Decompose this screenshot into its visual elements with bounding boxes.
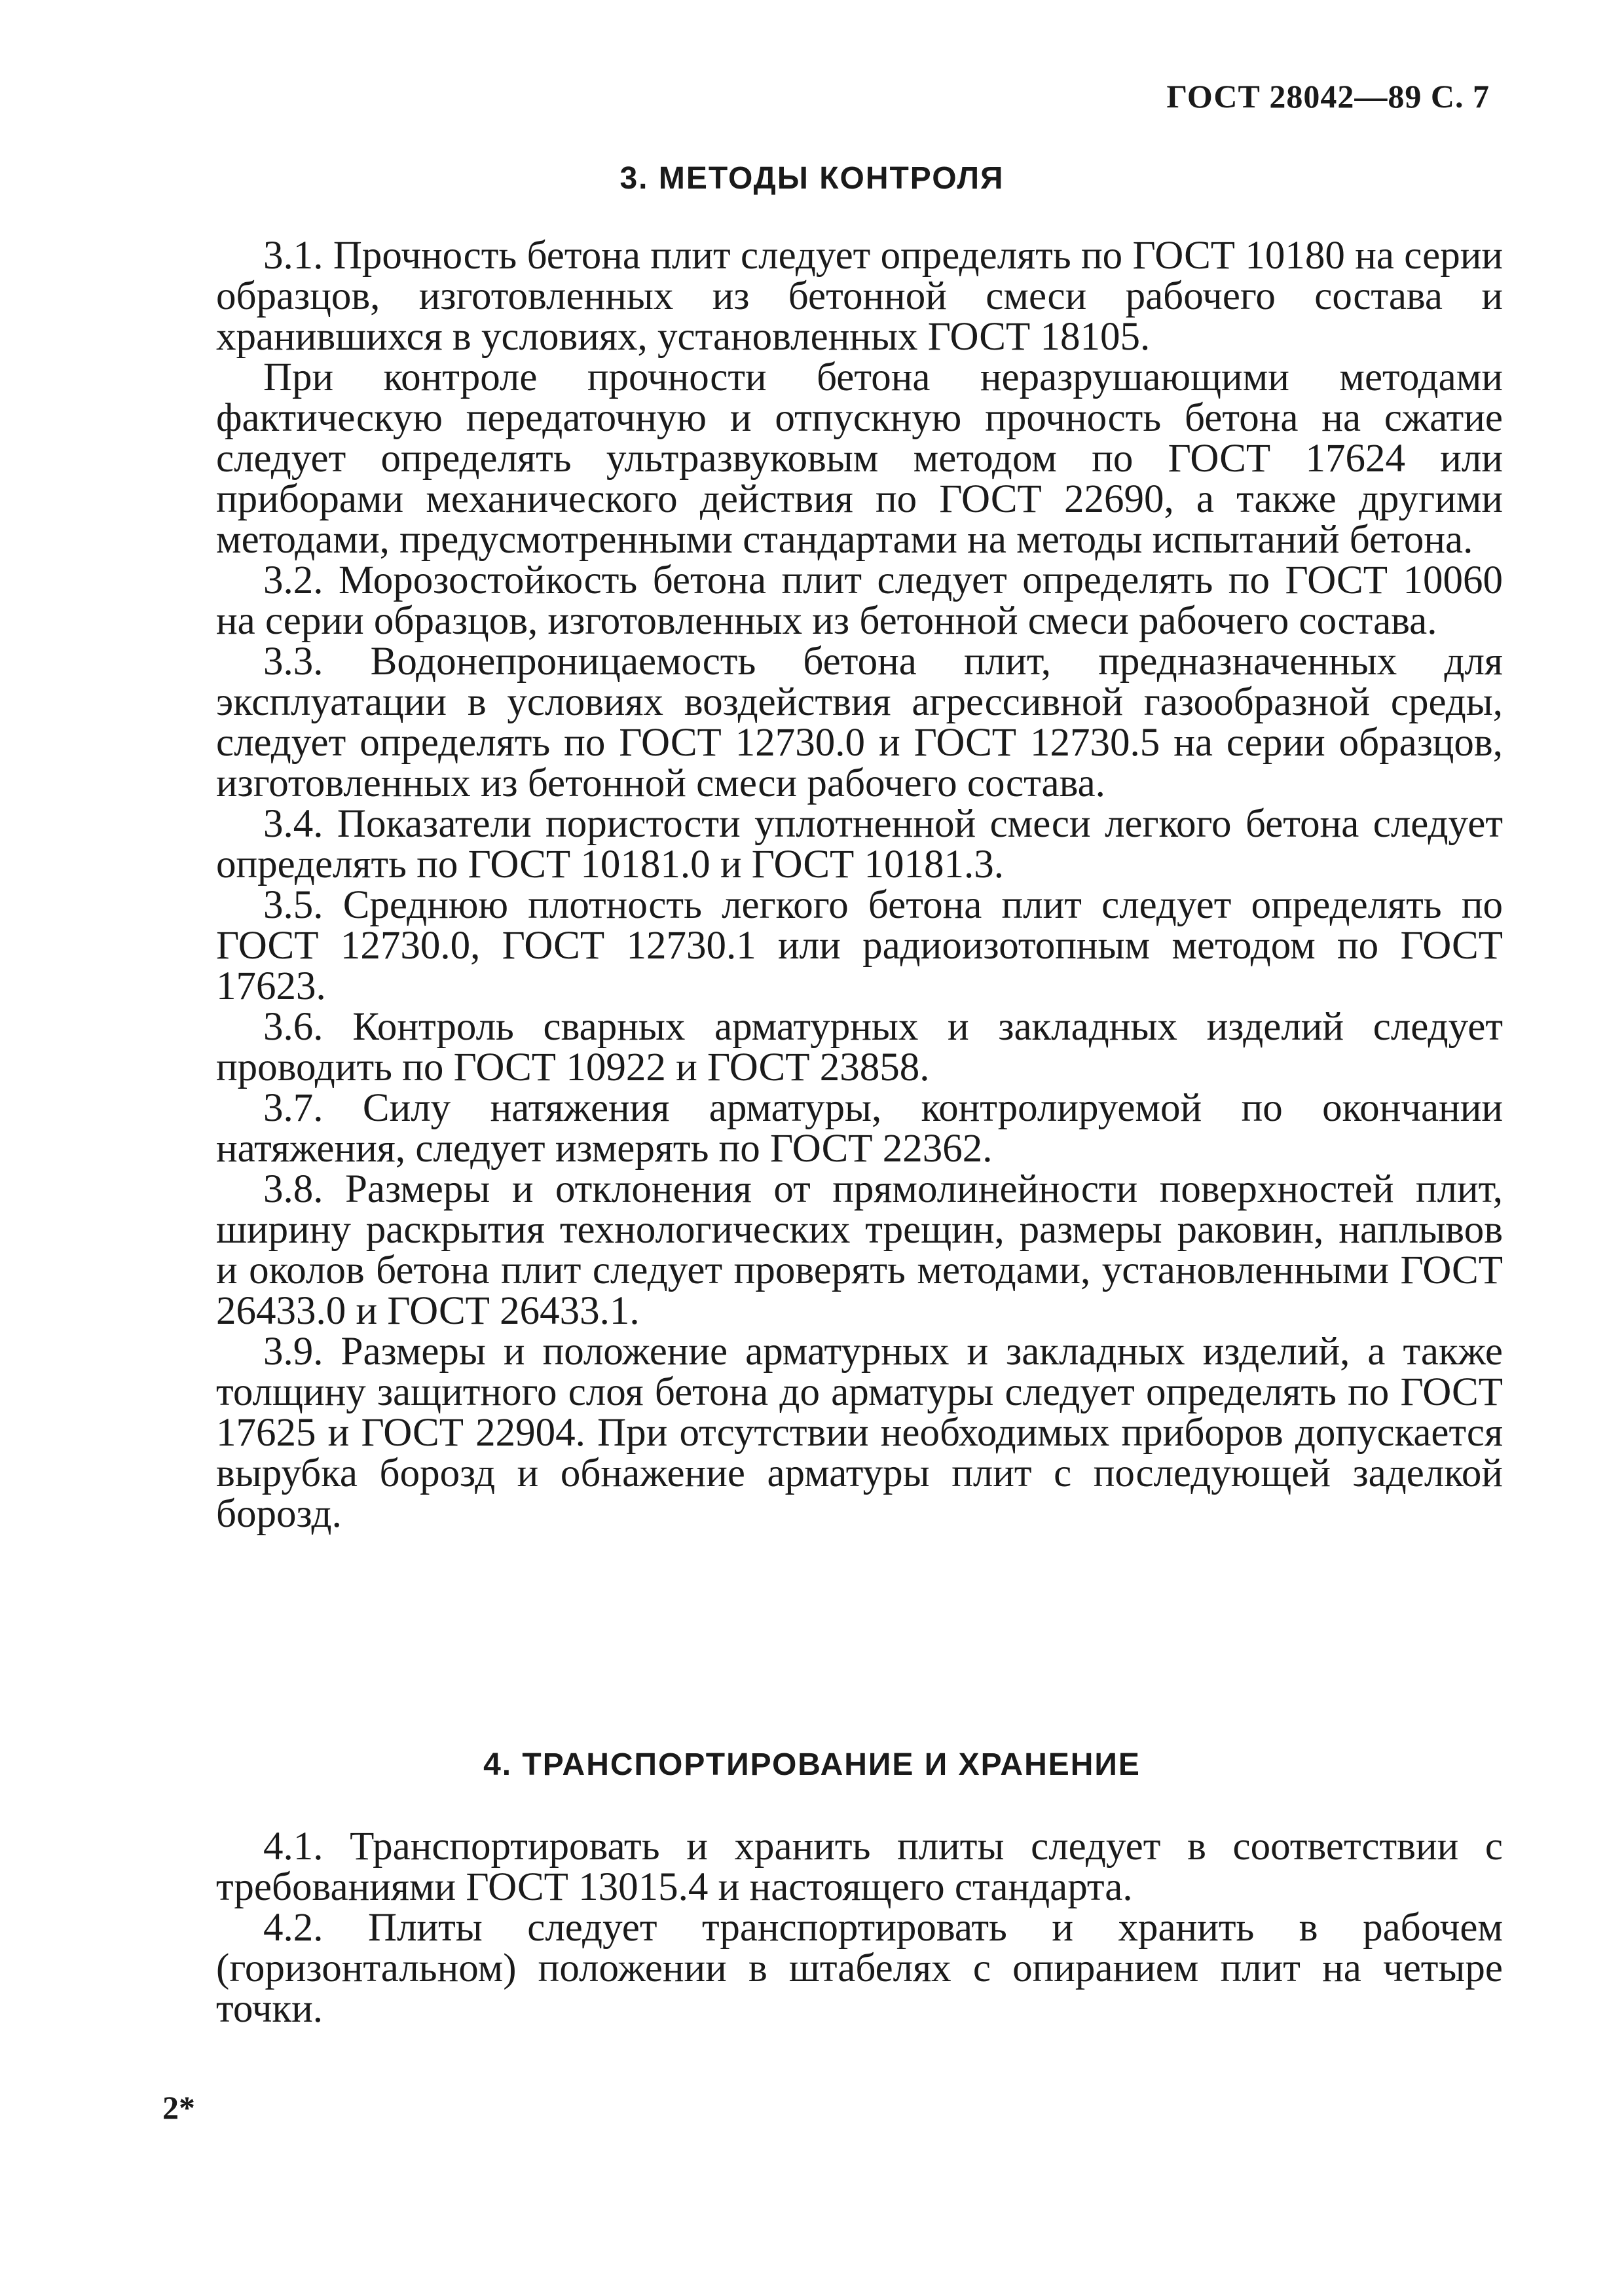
section-title-transport-storage: 4. ТРАНСПОРТИРОВАНИЕ И ХРАНЕНИЕ xyxy=(483,1747,1141,1782)
paragraph-3-3: 3.3. Водонепроницаемость бетона плит, предназначенных для эксплуатации в условиях воздействия агрессивной газообразной среды, следует определять по ГОСТ 12730.0 и ГОСТ 12730.5 на серии образцов, изготовленных из бетонной смеси рабочего состава. xyxy=(216,640,1503,805)
paragraph-3-4: 3.4. Показатели пористости уплотненной смеси легкого бетона следует определять по ГОСТ 10181.0 и ГОСТ 10181.3. xyxy=(216,802,1503,886)
paragraph-3-8: 3.8. Размеры и отклонения от прямолинейности поверхностей плит, ширину раскрытия технологических трещин, размеры раковин, наплывов и околов бетона плит следует проверять методами, установленными ГОСТ 26433.0 и ГОСТ 26433.1. xyxy=(216,1167,1503,1333)
paragraph-4-2: 4.2. Плиты следует транспортировать и хранить в рабочем (горизонтальном) положении в штабелях с опиранием плит на четыре точки. xyxy=(216,1906,1503,2031)
paragraph-3-2: 3.2. Морозостойкость бетона плит следует определять по ГОСТ 10060 на серии образцов, изготовленных из бетонной смеси рабочего состава. xyxy=(216,558,1503,643)
paragraph-3-1: 3.1. Прочность бетона плит следует определять по ГОСТ 10180 на серии образцов, изготовленных из бетонной смеси рабочего состава и хранившихся в условиях, установленных ГОСТ 18105. xyxy=(216,234,1503,359)
section-title-control-methods: 3. МЕТОДЫ КОНТРОЛЯ xyxy=(619,161,1005,196)
paragraph-3-7: 3.7. Силу натяжения арматуры, контролируемой по окончании натяжения, следует измерять по ГОСТ 22362. xyxy=(216,1086,1503,1171)
paragraph-3-9: 3.9. Размеры и положение арматурных и закладных изделий, а также толщину защитного слоя бетона до арматуры следует определять по ГОСТ 17625 и ГОСТ 22904. При отсутствии необходимых приборов допускается вырубка борозд и обнажение арматуры плит с последующей заделкой борозд. xyxy=(216,1330,1503,1536)
section-body-transport-storage xyxy=(216,1827,1503,2030)
paragraph-3-5: 3.5. Среднюю плотность легкого бетона плит следует определять по ГОСТ 12730.0, ГОСТ 12730.1 или радиоизотопным методом по ГОСТ 17623. xyxy=(216,883,1503,1008)
paragraph-3-6: 3.6. Контроль сварных арматурных и закладных изделий следует проводить по ГОСТ 10922 и ГОСТ 23858. xyxy=(216,1005,1503,1089)
running-header: ГОСТ 28042—89 С. 7 xyxy=(1166,78,1490,115)
paragraph-3-1-ndt: При контроле прочности бетона неразрушающими методами фактическую передаточную и отпускную прочность бетона на сжатие следует определять ультразвуковым методом по ГОСТ 17624 или приборами механического действия по ГОСТ 22690, а также другими методами, предусмотренными стандартами на методы испытаний бетона. xyxy=(216,355,1503,562)
section-body-control-methods xyxy=(216,236,1503,1535)
paragraph-4-1: 4.1. Транспортировать и хранить плиты следует в соответствии с требованиями ГОСТ 13015.4 и настоящего стандарта. xyxy=(216,1825,1503,1909)
signature-mark: 2* xyxy=(162,2089,195,2126)
